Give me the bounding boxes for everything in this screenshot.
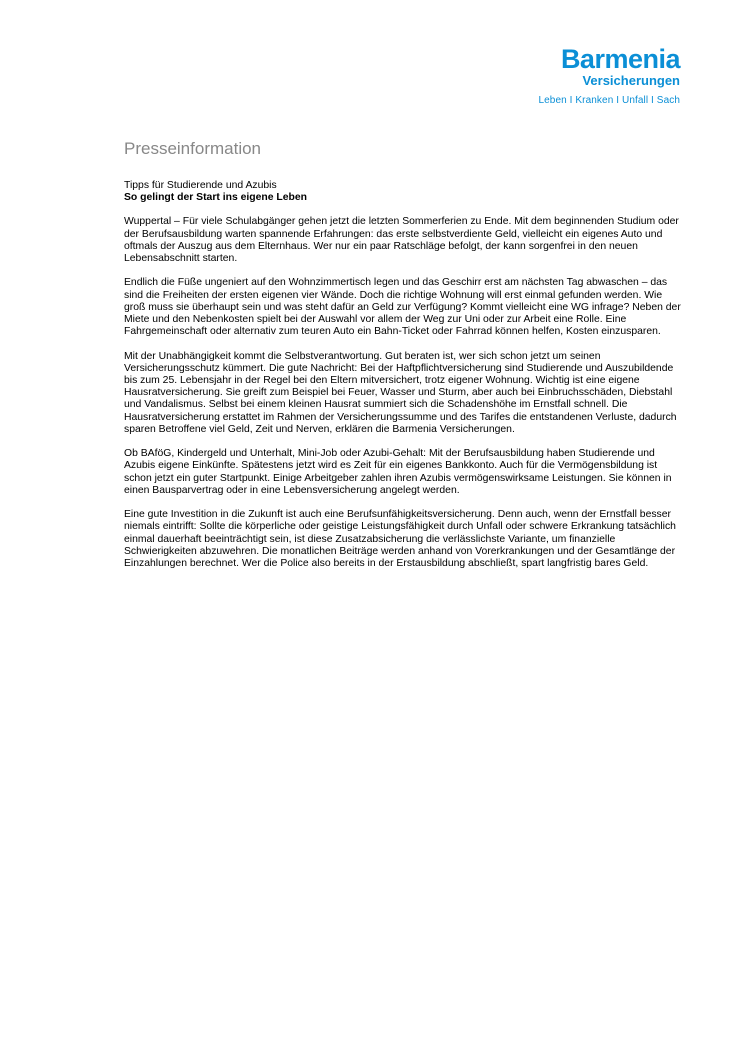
kicker: Tipps für Studierende und Azubis — [124, 180, 277, 191]
headline: So gelingt der Start ins eigene Leben — [124, 192, 308, 204]
paragraph-5: Eine gute Investition in die Zukunft ist auch eine Berufsunfähigkeitsversicherung. Denn auch, wenn der Ernstfall besser niemals eintrifft: Sollte die körperliche oder geistige Leistungsfähigkeit durch Unfall oder schwere Erkrankung tatsächlich einmal dauerhaft beeinträchtigt sein, ist diese Zusatzabsicherung die verlässlichste Variante, um finanzielle Schwierigkeiten abzuwehren. Die monatlichen Beiträge werden anhand von Vorerkrankungen und der Gesamtlänge der Einzahlungen berechnet. Wer die Police also bereits in der Erstausbildung abschließt, spart langfristig bares Geld. — [124, 509, 676, 570]
logo-tagline: Leben I Kranken I Unfall I Sach — [538, 95, 680, 106]
logo-subtitle: Versicherungen — [582, 73, 680, 88]
barmenia-logo — [538, 46, 680, 107]
logo-name: Barmenia — [560, 44, 680, 74]
press-release-body — [124, 180, 684, 570]
paragraph-1: Wuppertal – Für viele Schulabgänger gehen jetzt die letzten Sommerferien zu Ende. Mit dem beginnenden Studium oder der Berufsausbildung warten spannende Erfahrungen: das erste selbstverdiente Geld, vielleicht ein eigenes Auto und oftmals der Auszug aus dem Elternhaus. Wer nur ein paar Ratschläge befolgt, der kann sorgenfrei in den neuen Lebensabschnitt starten. — [124, 216, 679, 265]
paragraph-2: Endlich die Füße ungeniert auf den Wohnzimmertisch legen und das Geschirr erst am nächsten Tag abwaschen – das sind die Freiheiten der ersten eigenen vier Wände. Doch die richtige Wohnung will erst einmal gefunden werden. Wie groß muss sie überhaupt sein und was steht dafür an Geld zur Verfügung? Kommt vielleicht eine WG infrage? Neben der Miete und den Nebenkosten spielt bei der Auswahl vor allem der Weg zur Uni oder zur Arbeit eine Rolle. Eine Fahrgemeinschaft oder alternativ zum teuren Auto ein Bahn-Ticket oder Fahrrad können helfen, Kosten einzusparen. — [124, 277, 681, 338]
document-label: Presseinformation — [124, 139, 262, 158]
paragraph-3: Mit der Unabhängigkeit kommt die Selbstverantwortung. Gut beraten ist, wer sich schon jetzt um seinen Versicherungsschutz kümmert. Die gute Nachricht: Bei der Haftpflichtversicherung sind Studierende und Auszubildende bis zum 25. Lebensjahr in der Regel bei den Eltern mitversichert, trotz eigener Wohnung. Wichtig ist eine eigene Hausratversicherung. Sie greift zum Beispiel bei Feuer, Wasser und Sturm, aber auch bei Einbruchsschäden, Diebstahl und Vandalismus. Selbst bei einem kleinen Hausrat summiert sich die Schadenshöhe im Ernstfall schnell. Die Hausratversicherung erstattet im Rahmen der Versicherungssumme und des Tarifes die entstandenen Verluste, dadurch sparen Betroffene viel Geld, Zeit und Nerven, erklären die Barmenia Versicherungen. — [124, 350, 677, 435]
paragraph-4: Ob BAföG, Kindergeld und Unterhalt, Mini-Job oder Azubi-Gehalt: Mit der Berufsausbildung haben Studierende und Azubis eigene Einkünfte. Spätestens jetzt wird es Zeit für ein eigenes Bankkonto. Auch für die Vermögensbildung ist schon jetzt ein guter Startpunkt. Einige Arbeitgeber zahlen ihren Azubis vermögenswirksame Leistungen. Sie können in einen Bausparvertrag oder in eine Lebensversicherung angelegt werden. — [124, 448, 672, 496]
